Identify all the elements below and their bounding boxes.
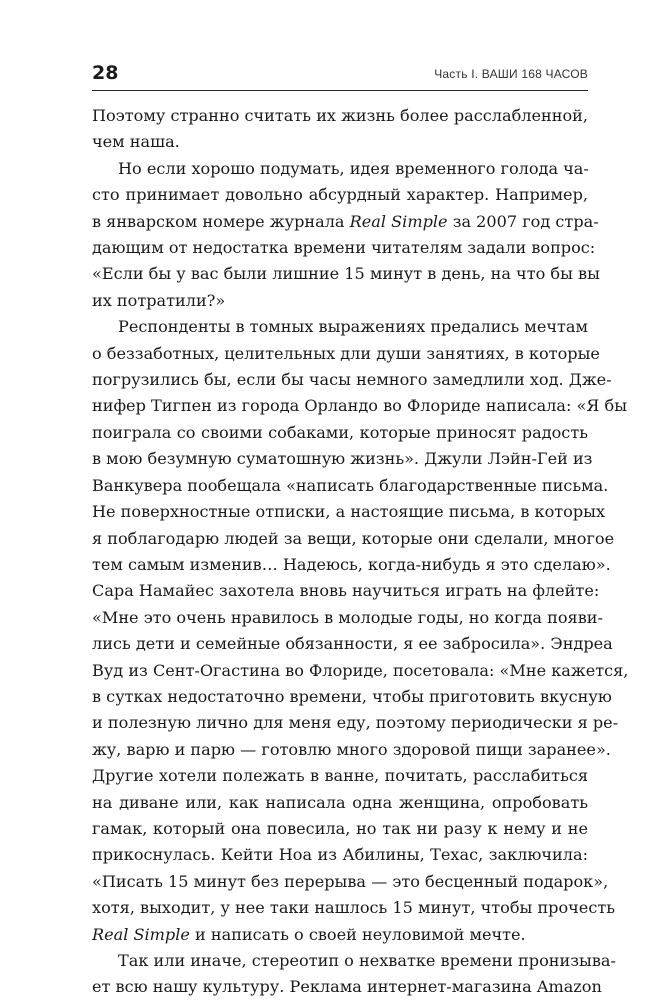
text-line: Ванкувера пообещала «написать благодарственные письма.	[92, 475, 609, 495]
text-line: Real Simple и написать о своей неуловимой мечте.	[92, 924, 526, 944]
text-line: дающим от недостатка времени читателям задали вопрос:	[92, 238, 596, 258]
text-line: «Мне это очень нравилось в молодые годы, но когда появи-	[92, 607, 603, 627]
running-title: Часть I. ВАШИ 168 ЧАСОВ	[434, 67, 588, 81]
text-line: Но если хорошо подумать, идея временного голода ча-	[118, 158, 589, 178]
text-line: Так или иначе, стереотип о нехватке времени пронизыва-	[118, 951, 616, 970]
text-line: сто принимает довольно абсурдный характер. Например,	[92, 185, 588, 205]
text-line: «Писать 15 минут без перерыва — это бесценный подарок»,	[92, 871, 609, 891]
text-line: Вуд из Сент-Огастина во Флориде, посетовала: «Мне кажется,	[92, 660, 629, 680]
text-line: погрузились бы, если бы часы немного замедлили ход. Дже-	[92, 370, 612, 390]
text-line: их потратили?»	[92, 290, 226, 310]
text-line: Сара Намайес захотела вновь научиться играть на флейте:	[92, 581, 600, 601]
text-line: прикоснулась. Кейти Ноа из Абилины, Техас, заключила:	[92, 845, 588, 865]
text-line: ет всю нашу культуру. Реклама интернет-магазина Amazon	[92, 977, 602, 997]
body-text	[92, 103, 629, 1001]
page-header	[92, 58, 588, 91]
text-line: чем наша.	[92, 132, 180, 152]
text-line: о беззаботных, целительных дли души занятиях, в которые	[92, 343, 600, 363]
text-line: поиграла со своими собаками, которые приносят радость	[92, 422, 588, 442]
magazine-title: Real Simple	[92, 924, 190, 944]
text-line: Не поверхностные отписки, а настоящие письма, в которых	[92, 502, 606, 522]
text-line: и полезную лично для меня еду, поэтому периодически я ре-	[92, 713, 619, 733]
text-line: лись дети и семейные обязанности, я ее забросила». Эндреа	[92, 634, 613, 654]
text-line: в сутках недостаточно времени, чтобы приготовить вкусную	[92, 686, 612, 706]
text-line: «Если бы у вас были лишние 15 минут в день, на что бы вы	[92, 264, 600, 284]
text-line: в январском номере журнала Real Simple за 2007 год стра-	[92, 211, 599, 231]
text-line: Поэтому странно считать их жизнь более расслабленной,	[92, 106, 588, 125]
text-line: в мою безумную суматошную жизнь». Джули Лэйн-Гей из	[92, 449, 593, 469]
text-line: жу, варю и парю — готовлю много здоровой пищи заранее».	[92, 739, 611, 759]
page-number: 28	[92, 62, 119, 84]
text-line: я поблагодарю людей за вещи, которые они сделали, многое	[92, 528, 615, 548]
text-line: Респонденты в томных выражениях предались мечтам	[118, 317, 589, 337]
magazine-title: Real Simple	[349, 211, 448, 231]
text-line: Другие хотели полежать в ванне, почитать, расслабиться	[92, 766, 588, 786]
text-line: хотя, выходит, у нее таки нашлось 15 минут, чтобы прочесть	[92, 898, 615, 918]
text-line: тем самым изменив… Надеюсь, когда-нибудь я это сделаю».	[92, 554, 611, 574]
text-line: на диване или, как написала одна женщина, опробовать	[92, 792, 588, 812]
text-line: нифер Тигпен из города Орландо во Флориде написала: «Я бы	[92, 396, 627, 416]
text-line: гамак, который она повесила, но так ни разу к нему и не	[92, 818, 588, 838]
